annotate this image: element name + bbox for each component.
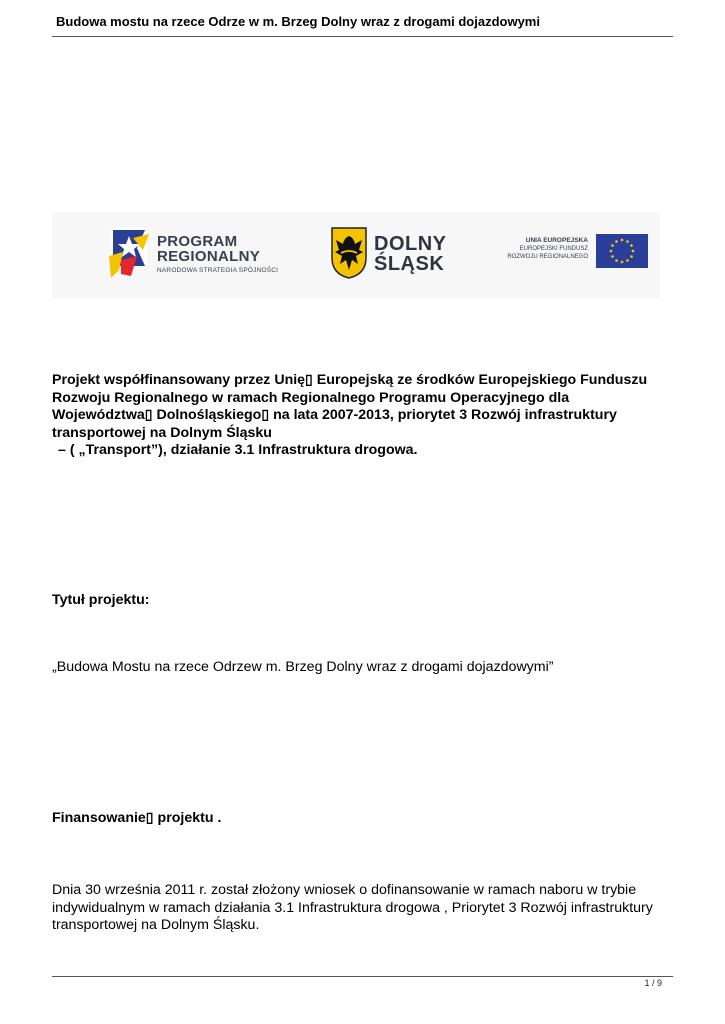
program-regionalny-star-icon [107,226,153,282]
project-cofinancing-paragraph [52,372,677,460]
program-regionalny-line2: REGIONALNY [157,248,261,265]
unia-europejska-text [488,236,588,261]
dolny-slask-line1: DOLNY [374,233,447,255]
page-number: 1 / 9 [644,978,662,988]
project-title-value: „Budowa Mostu na rzece Odrzew m. Brzeg Dolny wraz z drogami dojazdowymi” [52,659,554,675]
financing-paragraph [52,882,677,935]
project-info-line: – ( „Transport”), działanie 3.1 Infrastruktura drogowa. [58,442,418,458]
program-regionalny-line1: PROGRAM [157,233,238,250]
project-info-line: Województwa▯ Dolnośląskiego▯ na lata 2007-2013, priorytet 3 Rozwój infrastruktury [52,407,617,423]
program-regionalny-logo [107,226,297,284]
financing-line: transportowej na Dolnym Śląsku. [52,917,260,933]
project-info-line: transportowej na Dolnym Śląsku [52,424,272,441]
project-info-line: Rozwoju Regionalnego w ramach Regionalnego Programu Operacyjnego dla [52,389,570,406]
eu-flag-icon [596,234,648,268]
dolny-slask-logo [330,226,460,284]
program-regionalny-text [157,234,278,274]
unia-line3: ROZWOJU REGIONALNEGO [507,254,588,260]
financing-label: Finansowanie▯ projektu . [52,810,222,826]
program-regionalny-line3: NARODOWA STRATEGIA SPÓJNOŚCI [157,267,279,274]
logo-band [52,212,660,298]
project-info-line: Projekt współfinansowany przez Unię▯ Europejską ze środków Europejskiego Funduszu [52,372,648,388]
header-divider [52,36,673,37]
financing-line: Dnia 30 września 2011 r. został złożony wniosek o dofinansowanie w ramach naboru w trybie [52,882,637,898]
dolny-slask-line2: ŚLĄSK [374,253,445,275]
dolny-slask-text [374,234,447,274]
financing-line: indywidualnym w ramach działania 3.1 Infrastruktura drogowa , Priorytet 3 Rozwój infrastruktury [52,899,653,916]
dolny-slask-shield-icon [330,226,368,280]
unia-line1: UNIA EUROPEJSKA [525,237,588,244]
unia-line2: EUROPEJSKI FUNDUSZ [519,246,588,252]
unia-europejska-logo [488,234,653,278]
document-header-title: Budowa mostu na rzece Odrze w m. Brzeg Dolny wraz z drogami dojazdowymi [56,14,540,29]
project-title-label: Tytuł projektu: [52,592,150,608]
footer-divider [52,976,673,977]
